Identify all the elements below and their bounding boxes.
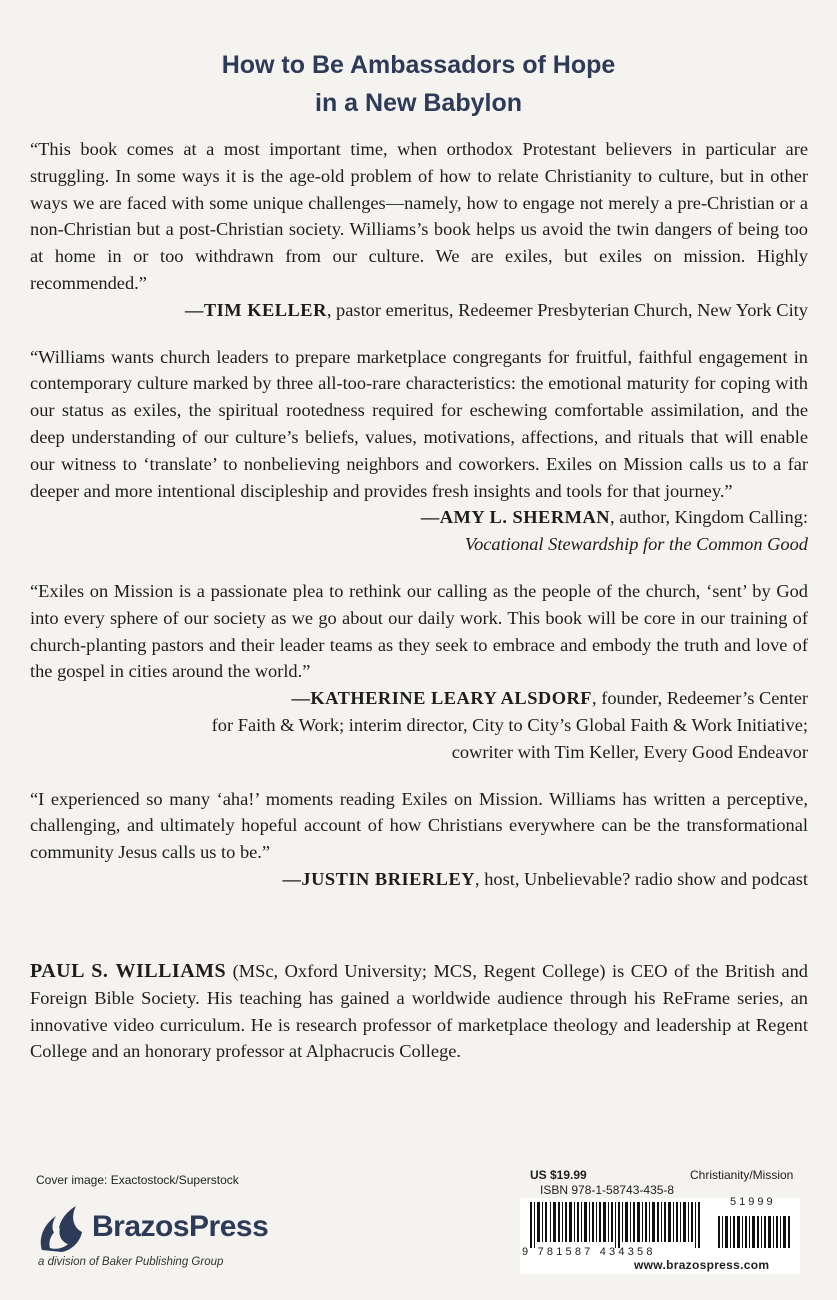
cover-credit: Cover image: Exactostock/Superstock <box>36 1173 239 1187</box>
endorsement-keller <box>30 136 808 324</box>
publisher-website: www.brazospress.com <box>634 1258 770 1272</box>
endorsements <box>30 136 808 913</box>
endorser-name: —KATHERINE LEARY ALSDORF <box>291 688 593 709</box>
quote-attribution-line-2 <box>30 531 808 558</box>
quote-attribution-line-3: cowriter with Tim Keller, Every Good Endeavor <box>451 741 808 762</box>
flame-logo-icon <box>36 1198 90 1254</box>
endorsement-sherman <box>30 344 808 558</box>
endorser-name: —AMY L. SHERMAN <box>420 507 611 528</box>
quote-attribution <box>30 297 808 324</box>
endorser-role: , pastor emeritus, Redeemer Presbyterian Church, New York City <box>326 299 808 320</box>
publisher-subtitle: a division of Baker Publishing Group <box>38 1256 224 1268</box>
endorser-name: —JUSTIN BRIERLEY <box>282 868 475 889</box>
quote-attribution <box>30 866 808 893</box>
category: Christianity/Mission <box>690 1168 794 1182</box>
price: US $19.99 <box>530 1168 587 1182</box>
quote-text: “Williams wants church leaders to prepare marketplace congregants for fruitful, faithful engagement in contemporary culture marked by three all-too-rare characteristics: the emotional maturity for coping with our status as exiles, the spiritual rootedness required for eschewing comfortable assimilation, and the deep understanding of our culture’s beliefs, values, motivations, affections, and rituals that will enable our witness to ‘translate’ to nonbelieving neighbors and coworkers. Exiles on Mission calls us to a far deeper and more intentional discipleship and provides fresh insights and tools for that journey.” <box>30 346 808 501</box>
author-bio-text: (MSc, Oxford University; MCS, Regent College) is CEO of the British and Foreign Bible Society. His teaching has gained a worldwide audience through his ReFrame series, an innovative video curriculum. He is research professor of marketplace theology and leadership at Regent College and an honorary professor at Alphacrucis College. <box>30 961 809 1062</box>
quote-text: “I experienced so many ‘aha!’ moments reading Exiles on Mission. Williams has written a perceptive, challenging, and ultimately hopeful account of how Christians everywhere can be the transformational community Jesus calls us to be.” <box>30 788 808 863</box>
endorser-role: , founder, Redeemer’s Center <box>592 688 808 709</box>
price-code: 51999 <box>730 1196 776 1208</box>
endorser-role: , host, Unbelievable? radio show and podcast <box>475 868 808 889</box>
publisher-logo <box>36 1198 306 1278</box>
headline-line-1: How to Be Ambassadors of Hope <box>221 51 616 79</box>
quote-attribution <box>30 685 808 712</box>
quote-text: “Exiles on Mission is a passionate plea to rethink our calling as the people of the church, ‘sent’ by God into every sphere of our society as we go about our daily work. This book will be core in our training of church-planting pastors and their leader teams as they seek to embrace and embody the truth and love of the gospel in cities around the world.” <box>30 580 808 682</box>
endorsement-brierley <box>30 786 808 893</box>
author-name: PAUL S. WILLIAMS <box>30 960 227 982</box>
headline <box>0 46 837 122</box>
publisher-name: BrazosPress <box>92 1210 269 1243</box>
barcode-digits: 9 781587 434358 <box>522 1246 656 1258</box>
author-bio <box>30 958 808 1065</box>
endorsement-alsdorf <box>30 578 808 766</box>
isbn: ISBN 978-1-58743-435-8 <box>540 1183 675 1197</box>
quote-text: “This book comes at a most important time, when orthodox Protestant believers in particular are struggling. In some ways it is the age-old problem of how to relate Christianity to culture, but in other ways we are faced with some unique challenges—namely, how to engage not merely a pre-Christian or a non-Christian but a post-Christian society. Williams’s book helps us avoid the twin dangers of being too at home in or too withdrawn from our culture. We are exiles, but exiles on mission. Highly recommended.” <box>30 139 808 293</box>
quote-attribution-line-2: for Faith & Work; interim director, City to City’s Global Faith & Work Initiative; <box>211 714 808 735</box>
endorser-name: —TIM KELLER <box>184 299 327 320</box>
quote-attribution <box>30 504 808 531</box>
headline-line-2: in a New Babylon <box>315 89 522 117</box>
endorser-role: , author, Kingdom Calling: <box>610 507 808 528</box>
endorser-role-2: Vocational Stewardship for the Common Good <box>464 534 808 555</box>
